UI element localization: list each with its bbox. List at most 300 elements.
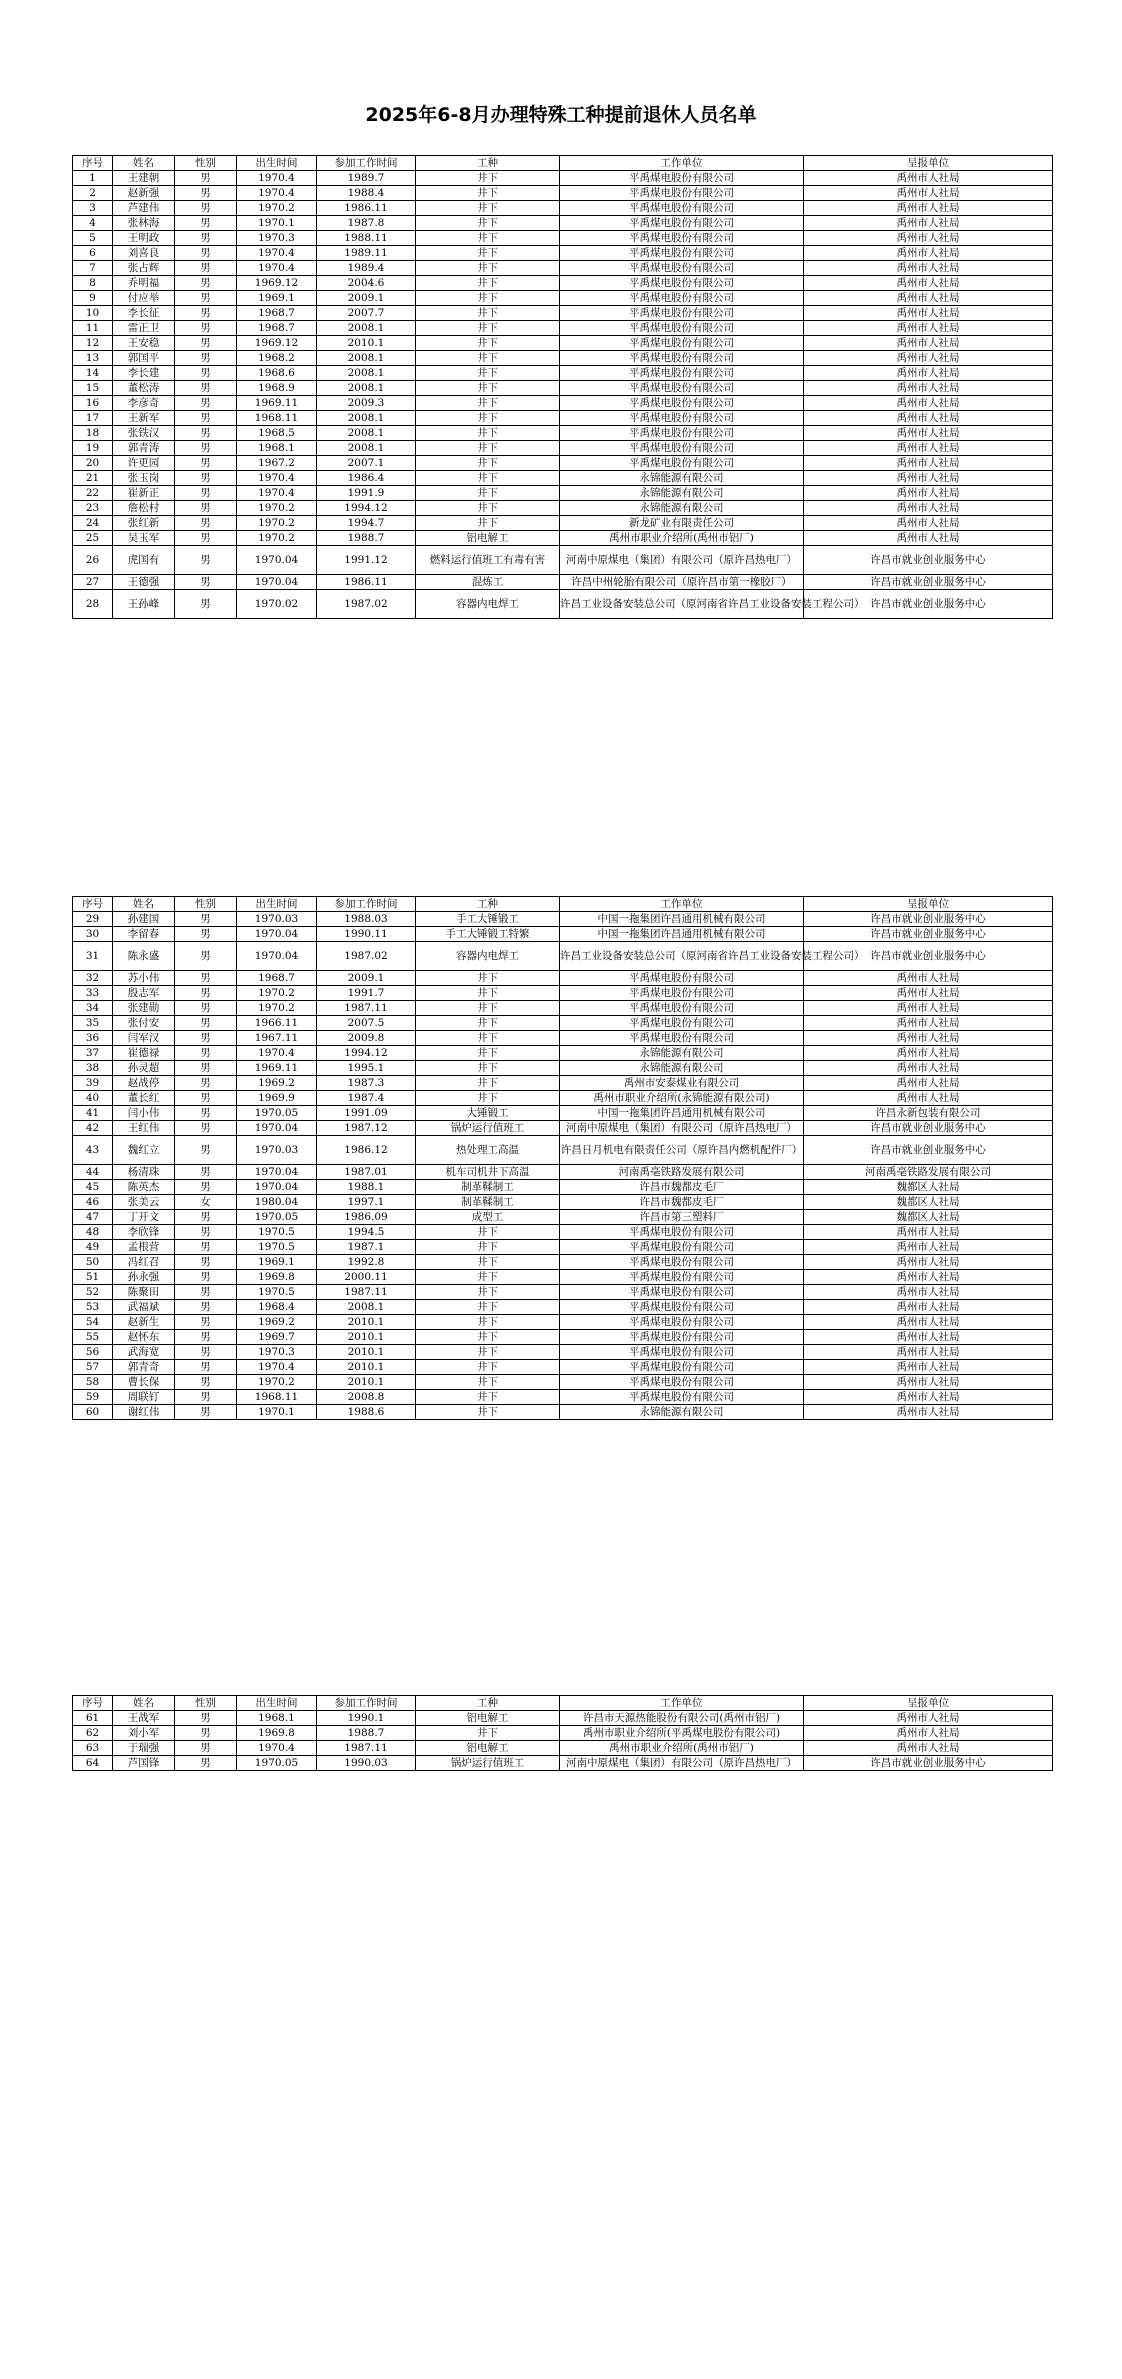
job-type-cell: 井下 [416,231,560,246]
gender-cell: 男 [175,291,237,306]
employer-cell: 平禹煤电股份有限公司 [560,1225,804,1240]
column-header-work-start: 参加工作时间 [317,1696,416,1711]
birth-date-cell: 1970.2 [237,201,317,216]
gender-cell: 男 [175,1285,237,1300]
employer-cell: 平禹煤电股份有限公司 [560,276,804,291]
reporting-unit-cell: 禹州市人社局 [804,1255,1053,1270]
gender-cell: 男 [175,1076,237,1091]
name-cell: 吴玉军 [113,531,175,546]
birth-date-cell: 1970.5 [237,1225,317,1240]
birth-date-cell: 1970.05 [237,1210,317,1225]
employer-cell: 平禹煤电股份有限公司 [560,171,804,186]
birth-date-cell: 1970.2 [237,501,317,516]
reporting-unit-cell: 禹州市人社局 [804,1001,1053,1016]
birth-date-cell: 1966.11 [237,1016,317,1031]
work-start-cell: 1994.5 [317,1225,416,1240]
gender-cell: 男 [175,1300,237,1315]
table-row [73,441,1053,456]
reporting-unit-cell: 河南禹亳铁路发展有限公司 [804,1165,1053,1180]
employer-cell: 禹州市职业介绍所(平禹煤电股份有限公司) [560,1726,804,1741]
job-type-cell: 井下 [416,1225,560,1240]
employer-cell: 许昌市第三塑料厂 [560,1210,804,1225]
reporting-unit-cell: 禹州市人社局 [804,411,1053,426]
job-type-cell: 井下 [416,1061,560,1076]
employer-cell: 永锦能源有限公司 [560,471,804,486]
birth-date-cell: 1970.4 [237,1046,317,1061]
work-start-cell: 1987.4 [317,1091,416,1106]
table-row [73,381,1053,396]
name-cell: 王明政 [113,231,175,246]
table-row [73,1726,1053,1741]
reporting-unit-cell: 许昌市就业创业服务中心 [804,927,1053,942]
column-header-employer: 工作单位 [560,897,804,912]
seq-cell: 3 [73,201,113,216]
birth-date-cell: 1970.3 [237,1345,317,1360]
reporting-unit-cell: 禹州市人社局 [804,1076,1053,1091]
table-row [73,201,1053,216]
work-start-cell: 2010.1 [317,336,416,351]
name-cell: 陈英杰 [113,1180,175,1195]
employer-cell: 永锦能源有限公司 [560,1061,804,1076]
birth-date-cell: 1970.02 [237,590,317,619]
job-type-cell: 手工大锤锻工特繁 [416,927,560,942]
reporting-unit-cell: 禹州市人社局 [804,276,1053,291]
employer-cell: 平禹煤电股份有限公司 [560,366,804,381]
reporting-unit-cell: 许昌市就业创业服务中心 [804,942,1053,971]
birth-date-cell: 1969.1 [237,1255,317,1270]
gender-cell: 男 [175,321,237,336]
seq-cell: 52 [73,1285,113,1300]
work-start-cell: 2008.1 [317,366,416,381]
job-type-cell: 井下 [416,1001,560,1016]
seq-cell: 61 [73,1711,113,1726]
employer-cell: 平禹煤电股份有限公司 [560,986,804,1001]
work-start-cell: 2008.1 [317,381,416,396]
name-cell: 闫小伟 [113,1106,175,1121]
job-type-cell: 井下 [416,1300,560,1315]
work-start-cell: 1989.7 [317,171,416,186]
table-row [73,261,1053,276]
employer-cell: 平禹煤电股份有限公司 [560,1390,804,1405]
reporting-unit-cell: 禹州市人社局 [804,971,1053,986]
name-cell: 芦建伟 [113,201,175,216]
reporting-unit-cell: 禹州市人社局 [804,471,1053,486]
work-start-cell: 1994.12 [317,1046,416,1061]
birth-date-cell: 1969.11 [237,1061,317,1076]
column-header-seq: 序号 [73,156,113,171]
gender-cell: 男 [175,186,237,201]
employer-cell: 平禹煤电股份有限公司 [560,456,804,471]
birth-date-cell: 1970.05 [237,1106,317,1121]
work-start-cell: 2007.5 [317,1016,416,1031]
name-cell: 李彦奇 [113,396,175,411]
work-start-cell: 1994.12 [317,501,416,516]
employer-cell: 河南中原煤电（集团）有限公司（原许昌热电厂） [560,1121,804,1136]
retirement-roster-table-1 [72,155,1053,619]
gender-cell: 男 [175,381,237,396]
table-row [73,546,1053,575]
reporting-unit-cell: 禹州市人社局 [804,1270,1053,1285]
work-start-cell: 2010.1 [317,1375,416,1390]
birth-date-cell: 1970.4 [237,471,317,486]
seq-cell: 28 [73,590,113,619]
column-header-job-type: 工种 [416,1696,560,1711]
work-start-cell: 1986.11 [317,575,416,590]
seq-cell: 22 [73,486,113,501]
name-cell: 王德强 [113,575,175,590]
job-type-cell: 井下 [416,426,560,441]
work-start-cell: 2009.3 [317,396,416,411]
table-row [73,1255,1053,1270]
column-header-birth-date: 出生时间 [237,156,317,171]
employer-cell: 许昌中州轮胎有限公司（原许昌市第一橡胶厂） [560,575,804,590]
table-row [73,1121,1053,1136]
name-cell: 雷正卫 [113,321,175,336]
name-cell: 郭国平 [113,351,175,366]
seq-cell: 18 [73,426,113,441]
table-row [73,531,1053,546]
employer-cell: 永锦能源有限公司 [560,501,804,516]
birth-date-cell: 1968.1 [237,441,317,456]
employer-cell: 平禹煤电股份有限公司 [560,1330,804,1345]
gender-cell: 男 [175,1165,237,1180]
name-cell: 张林海 [113,216,175,231]
employer-cell: 平禹煤电股份有限公司 [560,1300,804,1315]
reporting-unit-cell: 魏都区人社局 [804,1210,1053,1225]
birth-date-cell: 1969.12 [237,276,317,291]
gender-cell: 男 [175,546,237,575]
table-row [73,411,1053,426]
reporting-unit-cell: 禹州市人社局 [804,171,1053,186]
column-header-gender: 性别 [175,156,237,171]
employer-cell: 平禹煤电股份有限公司 [560,246,804,261]
job-type-cell: 燃料运行值班工有毒有害 [416,546,560,575]
seq-cell: 26 [73,546,113,575]
work-start-cell: 2008.1 [317,1300,416,1315]
birth-date-cell: 1968.11 [237,411,317,426]
name-cell: 张付安 [113,1016,175,1031]
name-cell: 赵战停 [113,1076,175,1091]
name-cell: 李欣锋 [113,1225,175,1240]
gender-cell: 男 [175,396,237,411]
birth-date-cell: 1969.8 [237,1270,317,1285]
table-row [73,1285,1053,1300]
table-row [73,575,1053,590]
name-cell: 郭青奇 [113,1360,175,1375]
reporting-unit-cell: 许昌市就业创业服务中心 [804,912,1053,927]
seq-cell: 38 [73,1061,113,1076]
birth-date-cell: 1980.04 [237,1195,317,1210]
birth-date-cell: 1970.1 [237,1405,317,1420]
table-row [73,471,1053,486]
work-start-cell: 1987.11 [317,1741,416,1756]
gender-cell: 男 [175,1726,237,1741]
employer-cell: 禹州市职业介绍所(禹州市铝厂) [560,1741,804,1756]
work-start-cell: 1987.01 [317,1165,416,1180]
reporting-unit-cell: 禹州市人社局 [804,1711,1053,1726]
table-row [73,336,1053,351]
job-type-cell: 井下 [416,411,560,426]
gender-cell: 男 [175,1240,237,1255]
seq-cell: 1 [73,171,113,186]
reporting-unit-cell: 禹州市人社局 [804,516,1053,531]
job-type-cell: 井下 [416,516,560,531]
birth-date-cell: 1969.8 [237,1726,317,1741]
job-type-cell: 铝电解工 [416,531,560,546]
gender-cell: 男 [175,351,237,366]
gender-cell: 男 [175,1270,237,1285]
seq-cell: 24 [73,516,113,531]
reporting-unit-cell: 禹州市人社局 [804,1300,1053,1315]
job-type-cell: 井下 [416,1016,560,1031]
employer-cell: 平禹煤电股份有限公司 [560,1375,804,1390]
column-header-employer: 工作单位 [560,1696,804,1711]
birth-date-cell: 1970.5 [237,1240,317,1255]
job-type-cell: 井下 [416,1076,560,1091]
gender-cell: 男 [175,1405,237,1420]
gender-cell: 男 [175,1031,237,1046]
job-type-cell: 井下 [416,1091,560,1106]
table-row [73,1225,1053,1240]
reporting-unit-cell: 禹州市人社局 [804,396,1053,411]
gender-cell: 男 [175,261,237,276]
gender-cell: 男 [175,1106,237,1121]
job-type-cell: 热处理工高温 [416,1136,560,1165]
work-start-cell: 1987.1 [317,1240,416,1255]
name-cell: 王新军 [113,411,175,426]
name-cell: 董长红 [113,1091,175,1106]
employer-cell: 平禹煤电股份有限公司 [560,1016,804,1031]
employer-cell: 平禹煤电股份有限公司 [560,396,804,411]
gender-cell: 男 [175,1255,237,1270]
work-start-cell: 1992.8 [317,1255,416,1270]
table-row [73,1360,1053,1375]
employer-cell: 许昌市魏都皮毛厂 [560,1180,804,1195]
employer-cell: 中国一拖集团许昌通用机械有限公司 [560,927,804,942]
name-cell: 王孙峰 [113,590,175,619]
reporting-unit-cell: 禹州市人社局 [804,1315,1053,1330]
birth-date-cell: 1970.4 [237,1360,317,1375]
table-header-row [73,897,1053,912]
job-type-cell: 大锤锻工 [416,1106,560,1121]
seq-cell: 44 [73,1165,113,1180]
seq-cell: 33 [73,986,113,1001]
birth-date-cell: 1970.04 [237,942,317,971]
job-type-cell: 井下 [416,1405,560,1420]
column-header-gender: 性别 [175,1696,237,1711]
seq-cell: 30 [73,927,113,942]
employer-cell: 平禹煤电股份有限公司 [560,1270,804,1285]
seq-cell: 59 [73,1390,113,1405]
birth-date-cell: 1969.1 [237,291,317,306]
birth-date-cell: 1970.5 [237,1285,317,1300]
column-header-employer: 工作单位 [560,156,804,171]
employer-cell: 平禹煤电股份有限公司 [560,411,804,426]
work-start-cell: 1987.11 [317,1285,416,1300]
work-start-cell: 2010.1 [317,1315,416,1330]
birth-date-cell: 1970.4 [237,261,317,276]
work-start-cell: 1988.6 [317,1405,416,1420]
gender-cell: 男 [175,441,237,456]
employer-cell: 中国一拖集团许昌通用机械有限公司 [560,1106,804,1121]
name-cell: 赵新强 [113,186,175,201]
reporting-unit-cell: 禹州市人社局 [804,1285,1053,1300]
work-start-cell: 1988.7 [317,531,416,546]
job-type-cell: 井下 [416,171,560,186]
work-start-cell: 2010.1 [317,1345,416,1360]
table-row [73,1345,1053,1360]
seq-cell: 39 [73,1076,113,1091]
table-row [73,1300,1053,1315]
column-header-work-start: 参加工作时间 [317,156,416,171]
employer-cell: 平禹煤电股份有限公司 [560,1001,804,1016]
job-type-cell: 井下 [416,1046,560,1061]
work-start-cell: 1991.7 [317,986,416,1001]
employer-cell: 平禹煤电股份有限公司 [560,351,804,366]
birth-date-cell: 1970.03 [237,912,317,927]
seq-cell: 58 [73,1375,113,1390]
seq-cell: 10 [73,306,113,321]
reporting-unit-cell: 禹州市人社局 [804,216,1053,231]
name-cell: 苏小伟 [113,971,175,986]
gender-cell: 男 [175,1375,237,1390]
work-start-cell: 1988.4 [317,186,416,201]
column-header-job-type: 工种 [416,156,560,171]
employer-cell: 平禹煤电股份有限公司 [560,1031,804,1046]
gender-cell: 男 [175,942,237,971]
work-start-cell: 2004.6 [317,276,416,291]
gender-cell: 男 [175,201,237,216]
employer-cell: 永锦能源有限公司 [560,486,804,501]
birth-date-cell: 1970.04 [237,575,317,590]
seq-cell: 15 [73,381,113,396]
gender-cell: 男 [175,1330,237,1345]
job-type-cell: 井下 [416,1726,560,1741]
reporting-unit-cell: 禹州市人社局 [804,456,1053,471]
gender-cell: 男 [175,411,237,426]
name-cell: 谢红伟 [113,1405,175,1420]
gender-cell: 男 [175,516,237,531]
reporting-unit-cell: 禹州市人社局 [804,486,1053,501]
name-cell: 崔新正 [113,486,175,501]
birth-date-cell: 1970.4 [237,486,317,501]
job-type-cell: 井下 [416,1345,560,1360]
birth-date-cell: 1970.2 [237,516,317,531]
birth-date-cell: 1970.04 [237,927,317,942]
work-start-cell: 1995.1 [317,1061,416,1076]
job-type-cell: 井下 [416,1330,560,1345]
work-start-cell: 1990.03 [317,1756,416,1771]
gender-cell: 男 [175,336,237,351]
seq-cell: 54 [73,1315,113,1330]
seq-cell: 62 [73,1726,113,1741]
work-start-cell: 1991.09 [317,1106,416,1121]
reporting-unit-cell: 魏都区人社局 [804,1195,1053,1210]
employer-cell: 许昌工业设备安装总公司（原河南省许昌工业设备安装工程公司） [560,942,804,971]
table-row [73,986,1053,1001]
gender-cell: 男 [175,971,237,986]
work-start-cell: 1991.12 [317,546,416,575]
employer-cell: 平禹煤电股份有限公司 [560,1360,804,1375]
employer-cell: 平禹煤电股份有限公司 [560,321,804,336]
seq-cell: 27 [73,575,113,590]
reporting-unit-cell: 禹州市人社局 [804,1360,1053,1375]
table-header-row [73,1696,1053,1711]
gender-cell: 男 [175,246,237,261]
name-cell: 付应举 [113,291,175,306]
work-start-cell: 2010.1 [317,1360,416,1375]
seq-cell: 53 [73,1300,113,1315]
seq-cell: 6 [73,246,113,261]
gender-cell: 男 [175,927,237,942]
job-type-cell: 铝电解工 [416,1741,560,1756]
name-cell: 武福斌 [113,1300,175,1315]
seq-cell: 23 [73,501,113,516]
gender-cell: 男 [175,1756,237,1771]
birth-date-cell: 1970.2 [237,1375,317,1390]
column-header-name: 姓名 [113,156,175,171]
seq-cell: 43 [73,1136,113,1165]
seq-cell: 19 [73,441,113,456]
table-row [73,321,1053,336]
table-row [73,231,1053,246]
gender-cell: 男 [175,486,237,501]
table-row [73,1756,1053,1771]
gender-cell: 男 [175,1225,237,1240]
job-type-cell: 混炼工 [416,575,560,590]
reporting-unit-cell: 禹州市人社局 [804,441,1053,456]
name-cell: 赵怀东 [113,1330,175,1345]
work-start-cell: 2008.1 [317,426,416,441]
birth-date-cell: 1970.04 [237,546,317,575]
reporting-unit-cell: 禹州市人社局 [804,531,1053,546]
gender-cell: 男 [175,216,237,231]
gender-cell: 男 [175,1390,237,1405]
seq-cell: 48 [73,1225,113,1240]
table-row [73,1711,1053,1726]
work-start-cell: 1987.11 [317,1001,416,1016]
table-row [73,1195,1053,1210]
work-start-cell: 1989.4 [317,261,416,276]
table-row [73,927,1053,942]
employer-cell: 平禹煤电股份有限公司 [560,1345,804,1360]
name-cell: 崔德禄 [113,1046,175,1061]
column-header-name: 姓名 [113,1696,175,1711]
column-header-name: 姓名 [113,897,175,912]
reporting-unit-cell: 禹州市人社局 [804,1091,1053,1106]
birth-date-cell: 1970.4 [237,246,317,261]
column-header-seq: 序号 [73,1696,113,1711]
reporting-unit-cell: 禹州市人社局 [804,1330,1053,1345]
seq-cell: 64 [73,1756,113,1771]
name-cell: 张占辉 [113,261,175,276]
table-row [73,1046,1053,1061]
job-type-cell: 井下 [416,246,560,261]
employer-cell: 平禹煤电股份有限公司 [560,971,804,986]
name-cell: 陈永盛 [113,942,175,971]
birth-date-cell: 1968.11 [237,1390,317,1405]
seq-cell: 50 [73,1255,113,1270]
job-type-cell: 锅炉运行值班工 [416,1121,560,1136]
birth-date-cell: 1968.6 [237,366,317,381]
employer-cell: 平禹煤电股份有限公司 [560,426,804,441]
employer-cell: 平禹煤电股份有限公司 [560,1285,804,1300]
job-type-cell: 铝电解工 [416,1711,560,1726]
table-row [73,1741,1053,1756]
work-start-cell: 2008.1 [317,411,416,426]
employer-cell: 河南中原煤电（集团）有限公司（原许昌热电厂） [560,1756,804,1771]
name-cell: 张玉岗 [113,471,175,486]
